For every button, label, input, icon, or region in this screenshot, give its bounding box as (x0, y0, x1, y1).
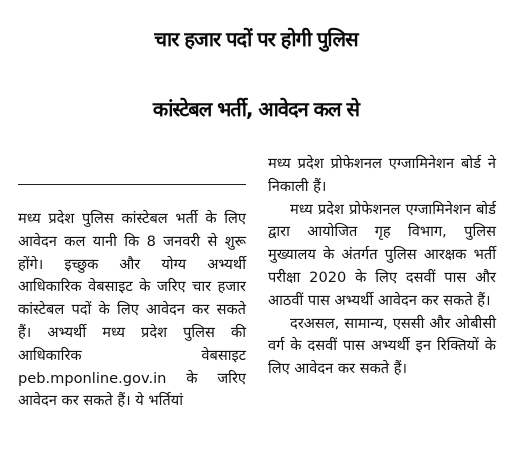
right-paragraph-3: दरअसल, सामान्य, एससी और ओबीसी वर्ग के दसवीं पास अभ्यर्थी इन रिक्तियों के लिए आवेदन कर सकते हैं। (268, 314, 496, 378)
right-paragraph-1: मध्य प्रदेश प्रोफेशनल एग्जामिनेशन बोर्ड ने निकाली हैं। (268, 155, 496, 195)
right-column (268, 153, 496, 381)
headline-line-2: कांस्टेबल भर्ती, आवेदन कल से (152, 97, 360, 121)
right-paragraph-2: मध्य प्रदेश प्रोफेशनल एग्जामिनेशन बोर्ड द्वारा आयोजित गृह विभाग, पुलिस मुख्यालय के अंतर्गत पुलिस आरक्षक भर्ती परीक्षा 2020 के लिए दसवीं पास और आठवीं पास अभ्यर्थी आवेदन कर सकते हैं। (268, 200, 496, 309)
column-divider-rule (18, 184, 246, 185)
left-column (18, 208, 246, 413)
left-column-text: मध्य प्रदेश पुलिस कांस्टेबल भर्ती के लिए आवेदन कल यानी कि 8 जनवरी से शुरू होंगे। इच्छुक और योग्य अभ्यर्थी आधिकारिक वेबसाइट के जरिए चार हजार कांस्टेबल पदों के लिए आवेदन कर सकते हैं। अभ्यर्थी मध्य प्रदेश पुलिस की आधिकारिक वेबसाइट peb.mponline.gov.in के जरिए आवेदन कर सकते हैं। ये भर्तियां (18, 210, 246, 410)
headline-line-1: चार हजार पदों पर होगी पुलिस (154, 27, 358, 51)
